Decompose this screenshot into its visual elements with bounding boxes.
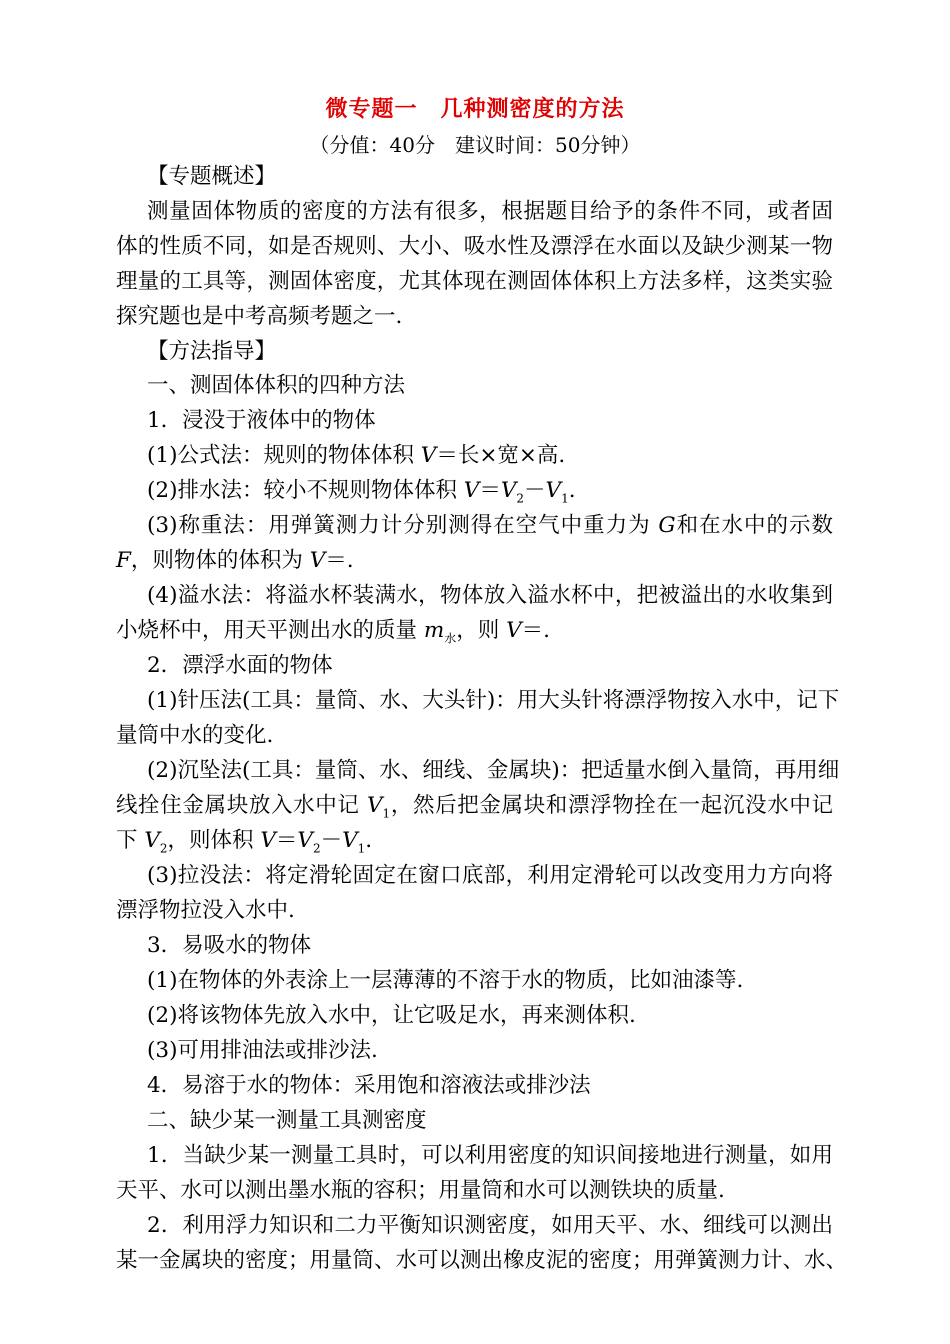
paragraph-line: 测量固体物质的密度的方法有很多，根据题目给予的条件不同，或者固 [147,199,833,224]
paragraph-line: 漂浮物拉没入水中. [116,898,295,923]
paragraph-line: 理量的工具等，测固体密度，尤其体现在测固体体积上方法多样，这类实验 [116,269,833,294]
paragraph-line: (2)将该物体先放入水中，让它吸足水，再来测体积. [147,1003,636,1028]
method-overflow-line: (4)溢水法：将溢水杯装满水，物体放入溢水杯中，把被溢出的水收集到 [147,583,833,608]
paragraph-line: (1)针压法(工具：量筒、水、大头针)：用大头针将漂浮物按入水中，记下 [147,688,840,713]
item-heading: 3．易吸水的物体 [147,933,312,958]
item-heading: 1．浸没于液体中的物体 [147,408,376,433]
method-weighing-line-2: F，则物体的体积为 V＝. [116,548,354,573]
method-displacement-line: (2)排水法：较小不规则物体体积 $V=V_2-V_1$. [147,478,576,506]
paragraph-line: 天平、水可以测出墨水瓶的容积；用量筒和水可以测铁块的质量. [116,1178,725,1203]
paragraph-line: (1)在物体的外表涂上一层薄薄的不溶于水的物质，比如油漆等. [147,968,744,993]
paragraph-line: 体的性质不同，如是否规则、大小、吸水性及漂浮在水面以及缺少测某一物 [116,234,833,259]
item-heading: 2．漂浮水面的物体 [147,653,333,678]
paragraph-line: 2．利用浮力知识和二力平衡知识测密度，如用天平、水、细线可以测出 [147,1213,833,1238]
paragraph-line: (2)沉坠法(工具：量筒、水、细线、金属块)：把适量水倒入量筒，再用细 [147,758,840,783]
paragraph-line: 探究题也是中考高频考题之一. [116,304,403,329]
paragraph-line: 下 $V_2$，则体积 $V=V_2-V_1$. [116,828,373,856]
paragraph-line: 1．当缺少某一测量工具时，可以利用密度的知识间接地进行测量，如用 [147,1143,833,1168]
paragraph-line: 量筒中水的变化. [116,723,274,748]
paragraph-line: (3)拉没法：将定滑轮固定在窗口底部，利用定滑轮可以改变用力方向将 [147,863,833,888]
method-weighing-line: (3)称重法：用弹簧测力计分别测得在空气中重力为 G和在水中的示数 [147,513,833,538]
method-formula-line: (1)公式法：规则的物体体积 V＝长×宽×高. [147,443,566,468]
part-heading: 一、测固体体积的四种方法 [147,373,406,398]
section-heading-method: 【方法指导】 [147,339,277,364]
method-overflow-line-2: 小烧杯中，用天平测出水的质量 $m_水$，则 V＝. [116,618,550,646]
section-heading-overview: 【专题概述】 [147,164,277,189]
paragraph-line: (3)可用排油法或排沙法. [147,1038,378,1063]
paragraph-line: 线拴住金属块放入水中记 $V_1$，然后把金属块和漂浮物拴在一起沉没水中记 [116,793,833,821]
page-subtitle: （分值：40分 建议时间：50分钟） [309,133,641,157]
item-heading: 4．易溶于水的物体：采用饱和溶液法或排沙法 [147,1073,591,1098]
part-heading: 二、缺少某一测量工具测密度 [147,1108,427,1133]
paragraph-line: 某一金属块的密度；用量筒、水可以测出橡皮泥的密度；用弹簧测力计、水、 [116,1248,848,1273]
page-title: 微专题一 几种测密度的方法 [325,96,625,122]
